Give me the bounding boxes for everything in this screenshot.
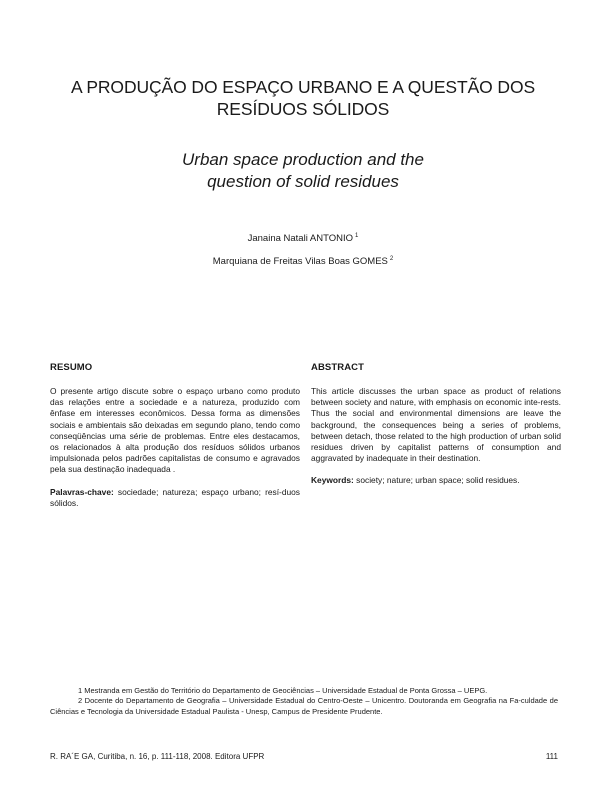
abstract-keywords-label: Keywords:: [311, 475, 354, 486]
resumo-body: O presente artigo discute sobre o espaço urbano como produto das relações entre a sociedade e a natureza, produzido com ênfase em interesses econômicos. Dessa forma as dimensões sociais e ambientais são deixadas em segundo plano, tendo como conseqüências uma série de problemas. Entre eles destacamos, os relacionados à alta produção dos resíduos sólidos urbanos impulsionada pelos padrões capitalistas de consumo e agravados pela sua destinação inadequada .: [50, 386, 300, 475]
footnote: 2 Docente do Departamento de Geografia – Universidade Estadual do Centro-Oeste – Unicentro. Doutoranda em Geografia na Fa-culdade de Ciências e Tecnologia da Universidade Estadual Paulista - Unesp, Campus de Presidente Prudente.: [50, 696, 558, 716]
title-english-line2: question of solid residues: [207, 172, 399, 191]
title-english-line1: Urban space production and the: [182, 150, 424, 169]
author: [40, 226, 566, 249]
author-name: Marquiana de Freitas Vilas Boas GOMES: [212, 256, 388, 268]
title-portuguese-line1: A PRODUÇÃO DO ESPAÇO URBANO E A QUESTÃO DOS: [70, 77, 536, 97]
author-list: [40, 226, 566, 272]
resumo-keywords-text: sociedade; natureza; espaço urbano; resí-duos sólidos.: [50, 486, 300, 508]
author: [40, 249, 566, 272]
footnotes: [50, 686, 558, 717]
author-footnote-ref: 2: [389, 256, 394, 263]
abstract-heading: ABSTRACT: [311, 362, 365, 373]
author-footnote-ref: 1: [355, 233, 359, 239]
abstract-keywords-text: society; nature; urban space; solid residues.: [353, 475, 520, 486]
footnote: 1 Mestranda em Gestão do Território do Departamento de Geociências – Universidade Estadual de Ponta Grossa – UEPG.: [78, 686, 488, 695]
resumo-keywords: [50, 487, 300, 509]
abstract-section: [311, 362, 561, 487]
journal-citation: R. RA´E GA, Curitiba, n. 16, p. 111-118, 2008. Editora UFPR: [50, 752, 265, 761]
title-portuguese-line2: RESÍDUOS SÓLIDOS: [216, 99, 390, 119]
title-english: [40, 149, 566, 193]
page-number: 111: [545, 752, 558, 761]
page-footer: [50, 752, 558, 762]
title-portuguese: [40, 76, 566, 120]
abstract-body: This article discusses the urban space as product of relations between society and nature, with emphasis on economic inte-rests. Thus the social and environmental dimensions are leave the background, the consequences being a series of problems, between detach, those related to the high production of urban solid residues driven by capitalist patterns of consumption and aggravated by inadequate in their destination.: [311, 386, 561, 464]
resumo-section: [50, 362, 300, 509]
abstract-keywords: [311, 475, 561, 486]
resumo-keywords-label: Palavras-chave:: [50, 486, 114, 497]
author-name: Janaina Natali ANTONIO: [247, 233, 354, 245]
resumo-heading: RESUMO: [50, 362, 93, 373]
